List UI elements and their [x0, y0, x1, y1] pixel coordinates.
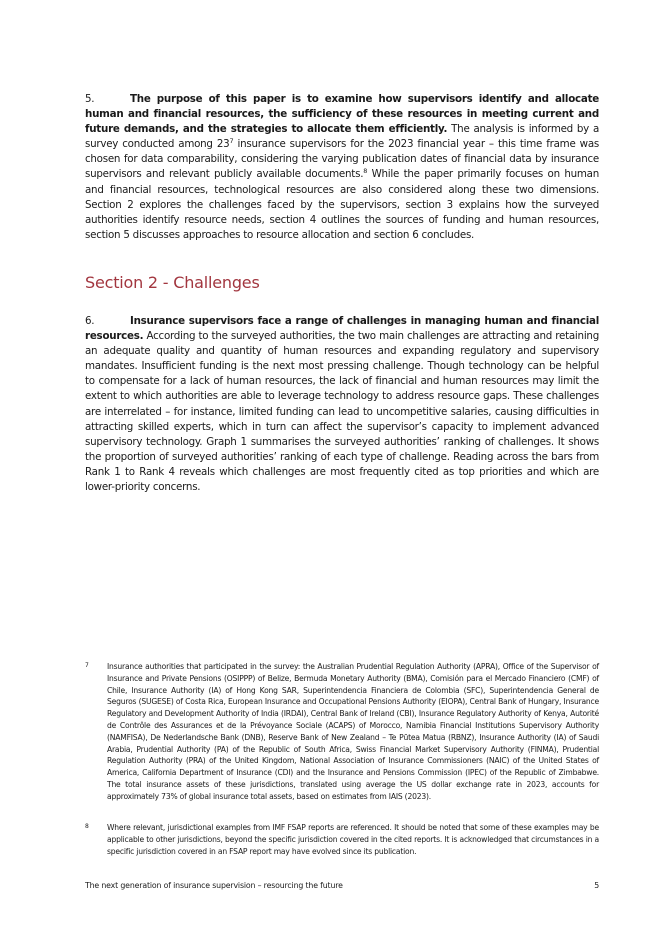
section-heading: Section 2 - Challenges [85, 273, 260, 292]
paragraph-text: The analysis is informed by a survey conducted among 23 [85, 123, 599, 151]
paragraph-5 [85, 92, 599, 243]
footer-title: The next generation of insurance supervision – resourcing the future [85, 881, 343, 890]
page-footer [85, 881, 599, 890]
paragraph-6 [85, 314, 599, 495]
paragraph-lead: Insurance supervisors face a range of challenges in managing human and financial resources. [85, 315, 599, 343]
footnote-8 [85, 822, 599, 857]
footnote-mark: 8 [85, 823, 89, 830]
paragraph-text: According to the surveyed authorities, the two main challenges are attracting and retaining an adequate quality and quantity of human resources and expanding regulatory and supervisory mandates. Insufficient funding is the next most pressing challenge. Though technology can be helpful to compensate for a lack of human resources, the lack of financial and human resources may limit the extent to which authorities are able to leverage technology to address resource gaps. These challenges are interrelated – for instance, limited funding can lead to uncompetitive salaries, causing difficulties in attracting skilled experts, which in turn can affect the supervisor’s capacity to implement advanced supervisory technology. Graph 1 summarises the surveyed authorities’ ranking of challenges. It shows the proportion of surveyed authorities’ ranking of each type of challenge. Reading across the bars from Rank 1 to Rank 4 reveals which challenges are most frequently cited as top priorities and which are lower-priority concerns. [85, 330, 599, 494]
footnote-ref-7[interactable]: 7 [229, 137, 234, 146]
paragraph-text: While the paper primarily focuses on human and financial resources, technological resources are also considered along these two dimensions. Section 2 explores the challenges faced by the supervisors, section 3 explains how the surveyed authorities identify resource needs, section 4 outlines the sources of funding and human resources, section 5 discusses approaches to resource allocation and section 6 concludes. [85, 168, 599, 241]
footnote-7 [85, 661, 599, 803]
paragraph-lead: The purpose of this paper is to examine how supervisors identify and allocate human and financial resources, the sufficiency of these resources in meeting current and future demands, and the strategies to allocate them efficiently. [85, 93, 599, 136]
paragraph-text: insurance supervisors for the 2023 financial year – this time frame was chosen for data comparability, considering the varying publication dates of financial data by insurance supervisors and relevant publicly available documents. [85, 138, 600, 181]
paragraph-number: 5. [85, 93, 95, 105]
footnote-mark: 7 [85, 662, 89, 669]
footnote-ref-8[interactable]: 8 [363, 167, 368, 176]
paragraph-number: 6. [85, 315, 95, 327]
footnote-text: Insurance authorities that participated in the survey: the Australian Prudential Regulation Authority (APRA), Office of the Supervisor of Insurance and Private Pensions (OSIPPP) of Belize, Bermuda Monetary Authority (BMA), Comisión para el Mercado Financiero (CMF) of Chile, Insurance Authority (IA) of Hong Kong SAR, Superintendencia Financiera de Colombia (SFC), Superintendencia General de Seguros (SUGESE) of Costa Rica, European Insurance and Occupational Pensions Authority (EIOPA), Central Bank of Hungary, Insurance Regulatory and Development Authority of India (IRDAI), Central Bank of Ireland (CBI), Insurance Regulatory Authority of Kenya, Autorité de Contrôle des Assurances et de la Prévoyance Sociale (ACAPS) of Morocco, Namibia Financial Institutions Supervisory Authority (NAMFISA), De Nederlandsche Bank (DNB), Reserve Bank of New Zealand – Te Pūtea Matua (RBNZ), Insurance Authority (IA) of Saudi Arabia, Prudential Authority (PA) of the Republic of South Africa, Swiss Financial Market Supervisory Authority (FINMA), Prudential Regulation Authority (PRA) of the United Kingdom, National Association of Insurance Commissioners (NAIC) of the United States of America, California Department of Insurance (CDI) and the Insurance and Pensions Commission (IPEC) of the Republic of Zimbabwe. The total insurance assets of these jurisdictions, translated using average the US dollar exchange rate in 2023, accounts for approximately 73% of global insurance total assets, based on estimates from IAIS (2023). [107, 662, 599, 801]
footnote-text: Where relevant, jurisdictional examples from IMF FSAP reports are referenced. It should be noted that some of these examples may be applicable to other jurisdictions, beyond the specific jurisdiction covered in the cited reports. It is acknowledged that circumstances in a specific jurisdiction covered in an FSAP report may have evolved since its publication. [107, 823, 599, 856]
page-number: 5 [594, 881, 599, 890]
